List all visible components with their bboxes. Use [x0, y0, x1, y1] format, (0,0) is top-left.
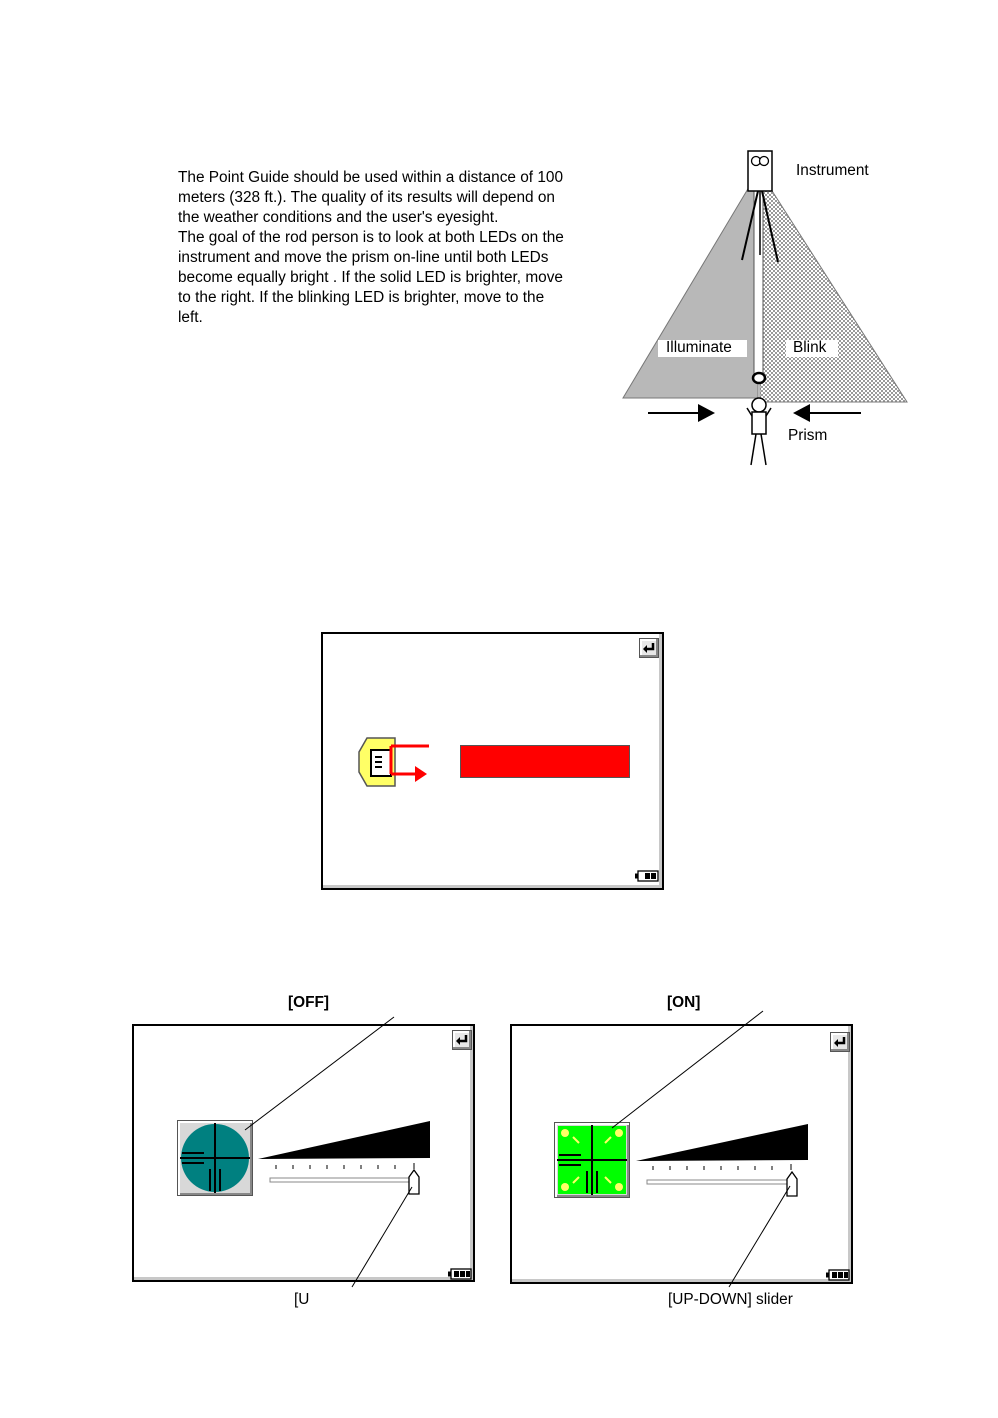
up-down-slider[interactable] — [407, 1169, 421, 1195]
prism-label: Prism — [788, 427, 828, 444]
point-guide-icon — [357, 736, 429, 788]
intro-text — [178, 168, 570, 328]
enter-icon — [455, 1033, 469, 1047]
on-screen — [510, 1024, 853, 1284]
intro-paragraph-1: The Point Guide should be used within a distance of 100 meters (328 ft.). The quality of its results will depend on the weather conditions and the user's eyesight. — [178, 169, 564, 226]
led-intensity-bar — [460, 745, 630, 778]
rod-person-icon — [747, 398, 771, 465]
illuminate-label: Illuminate — [666, 339, 732, 356]
on-slider-label: [UP-DOWN] slider — [668, 1291, 793, 1308]
enter-icon — [833, 1035, 847, 1049]
instrument-label: Instrument — [796, 162, 869, 179]
intro-paragraph-2: The goal of the rod person is to look at both LEDs on the instrument and move the prism on-line until both LEDs become equally bright . If the solid LED is brighter, move to the right. If the blinking LED is brighter, move to the left. — [178, 229, 564, 326]
move-right-arrow-icon — [648, 404, 715, 422]
blink-label: Blink — [793, 339, 827, 356]
enter-icon — [642, 641, 656, 655]
enter-button[interactable] — [830, 1032, 850, 1052]
battery-icon — [448, 1268, 472, 1280]
off-caption: [OFF] — [288, 994, 330, 1011]
target-toggle-button[interactable] — [177, 1120, 253, 1196]
battery-icon — [826, 1269, 850, 1281]
on-caption: [ON] — [667, 994, 701, 1011]
point-guide-diagram — [615, 140, 915, 475]
enter-button[interactable] — [639, 638, 659, 658]
off-screen — [132, 1024, 475, 1282]
crosshair-target-icon — [555, 1123, 629, 1197]
prism-rod — [754, 180, 763, 380]
crosshair-target-icon — [178, 1121, 252, 1195]
blink-beam — [760, 172, 907, 402]
point-guide-screen — [321, 632, 664, 890]
off-slider-label: [U — [294, 1291, 310, 1308]
up-down-slider[interactable] — [785, 1171, 799, 1197]
move-left-arrow-icon — [793, 404, 861, 422]
enter-button[interactable] — [452, 1030, 472, 1050]
prism-icon — [753, 373, 765, 383]
target-toggle-button[interactable] — [554, 1122, 630, 1198]
battery-icon — [635, 870, 659, 882]
illuminate-beam — [623, 172, 758, 398]
